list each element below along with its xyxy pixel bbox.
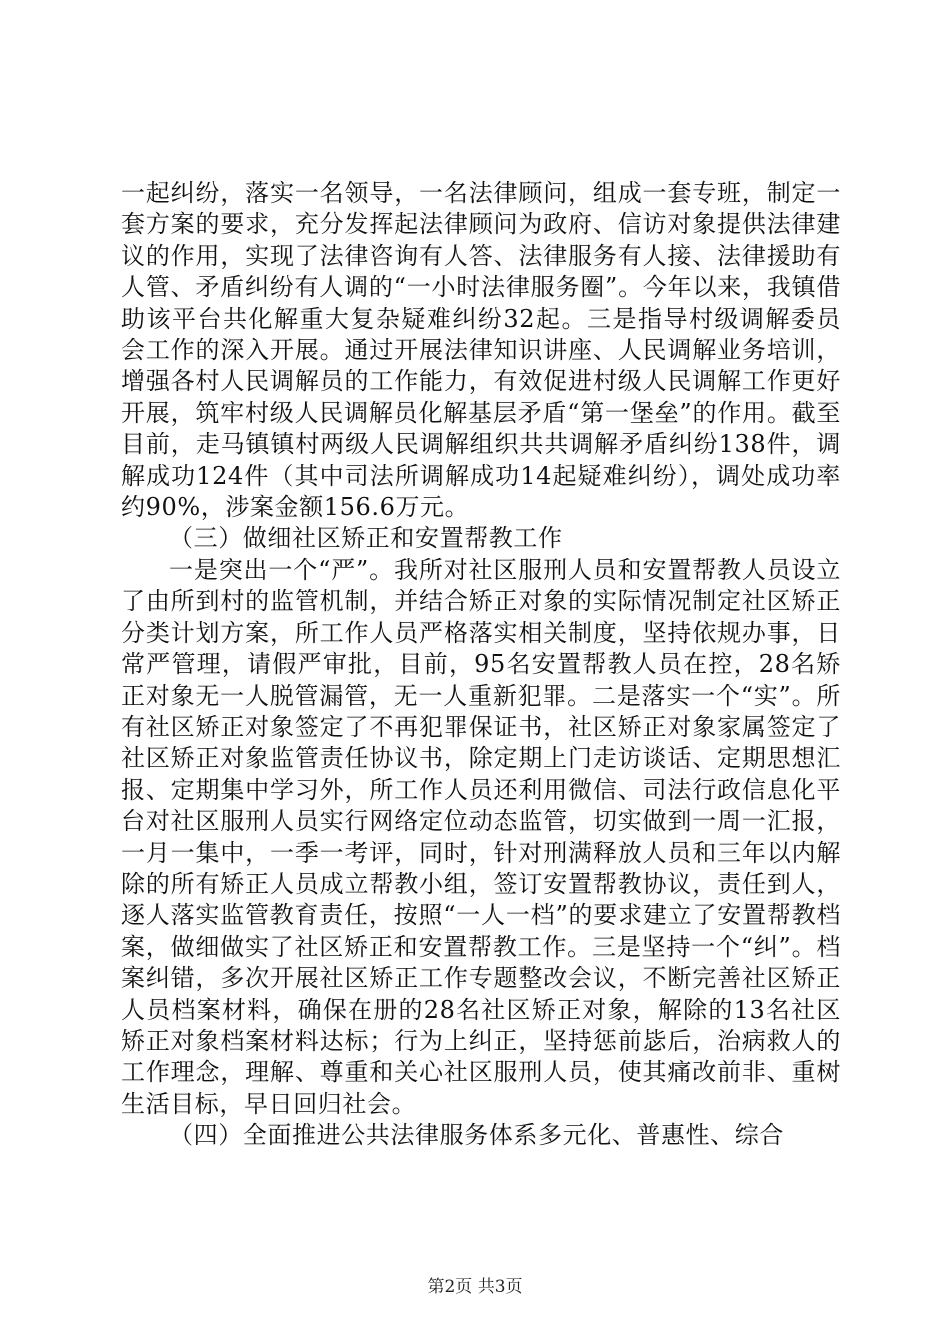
section-heading-public-legal-service: （四）全面推进公共法律服务体系多元化、普惠性、综合 (169, 1121, 784, 1150)
section-heading-community-correction: （三）做细社区矫正和安置帮教工作 (169, 524, 563, 553)
page-number-footer: 第2页 共3页 (427, 1277, 523, 1297)
paragraph-mediation: 一起纠纷，落实一名领导，一名法律顾问，组成一套专班，制定一套方案的要求，充分发挥起法律顾问为政府、信访对象提供法律建议的作用，实现了法律咨询有人答、法律服务有人接、法律援助有人管、矛盾纠纷有人调的“一小时法律服务圈”。今年以来，我镇借助该平台共化解重大复杂疑难纠纷32起。三是指导村级调解委员会工作的深入开展。通过开展法律知识讲座、人民调解业务培训，增强各村人民调解员的工作能力，有效促进村级人民调解工作更好开展，筑牢村级人民调解员化解基层矛盾“第一堡垒”的作用。截至目前，走马镇镇村两级人民调解组织共共调解矛盾纠纷138件，调解成功124件（其中司法所调解成功14起疑难纠纷），调处成功率约90%，涉案金额156.6万元。 (121, 179, 841, 522)
document-body (121, 178, 841, 1152)
paragraph-community-correction: 一是突出一个“严”。我所对社区服刑人员和安置帮教人员设立了由所到村的监管机制，并结合矫正对象的实际情况制定社区矫正分类计划方案，所工作人员严格落实相关制度，坚持依规办事，日常严管理，请假严审批，目前，95名安置帮教人员在控，28名矫正对象无一人脱管漏管，无一人重新犯罪。二是落实一个“实”。所有社区矫正对象签定了不再犯罪保证书，社区矫正对象家属签定了社区矫正对象监管责任协议书，除定期上门走访谈话、定期思想汇报、定期集中学习外，所工作人员还利用微信、司法行政信息化平台对社区服刑人员实行网络定位动态监管，切实做到一周一汇报，一月一集中，一季一考评，同时，针对刑满释放人员和三年以内解除的所有矫正人员成立帮教小组，签订安置帮教协议，责任到人，逐人落实监管教育责任，按照“一人一档”的要求建立了安置帮教档案，做细做实了社区矫正和安置帮教工作。三是坚持一个“纠”。档案纠错，多次开展社区矫正工作专题整改会议，不断完善社区矫正人员档案材料，确保在册的28名社区矫正对象，解除的13名社区矫正对象档案材料达标；行为上纠正，坚持惩前毖后，治病救人的工作理念，理解、尊重和关心社区服刑人员，使其痛改前非、重树生活目标，早日回归社会。 (121, 555, 841, 1118)
